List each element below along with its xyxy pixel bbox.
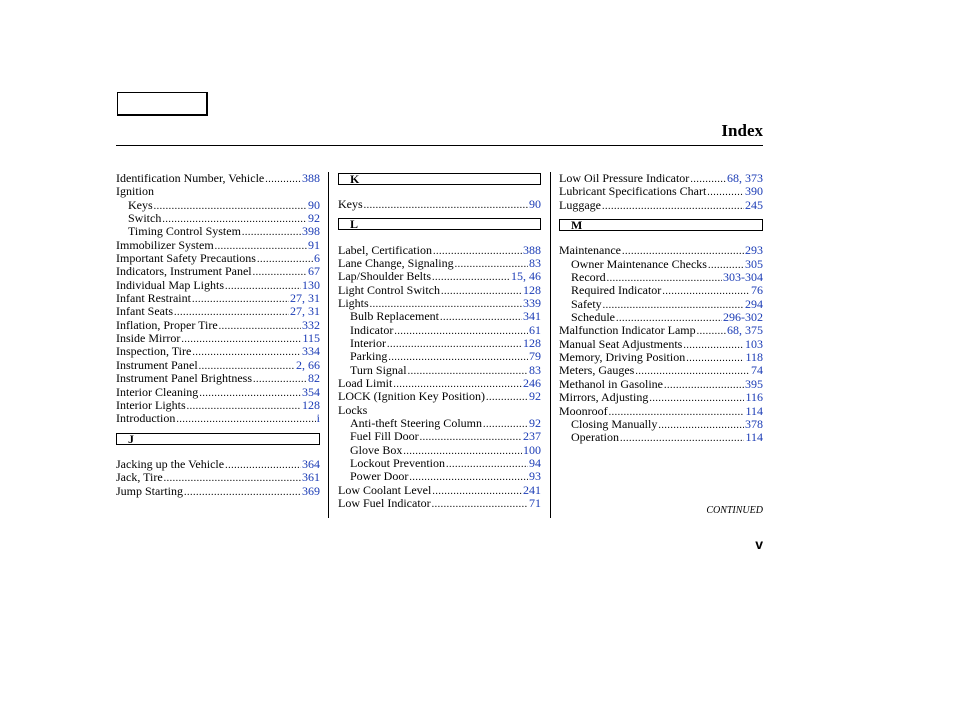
dot-leader	[154, 199, 307, 212]
page-reference-link[interactable]: 91	[308, 238, 320, 252]
dot-leader	[219, 319, 301, 332]
index-entry	[559, 338, 763, 351]
entry-label: Locks	[338, 403, 368, 417]
spacer	[116, 445, 320, 458]
dot-leader	[708, 258, 744, 271]
dot-leader	[686, 351, 744, 364]
page-reference-link[interactable]: 339	[523, 296, 541, 310]
index-entry	[116, 305, 320, 318]
index-entry	[559, 172, 763, 185]
page-number: v	[755, 536, 763, 552]
entry-label: Bulb Replacement	[350, 310, 439, 324]
dot-leader	[174, 305, 289, 318]
index-entry	[338, 257, 541, 270]
entry-label: Glove Box	[350, 443, 403, 457]
entry-label: Record	[571, 271, 606, 285]
dot-leader	[432, 270, 510, 283]
page-reference-link[interactable]: 128	[302, 398, 320, 412]
dot-leader	[388, 350, 528, 363]
dot-leader	[403, 444, 522, 457]
entry-label: Timing Control System	[128, 225, 241, 239]
entry-label: Instrument Panel	[116, 358, 198, 372]
entry-label: Ignition	[116, 185, 154, 199]
index-column-1	[116, 172, 320, 498]
page-reference-link[interactable]: 2, 66	[296, 358, 320, 372]
dot-leader	[394, 324, 528, 337]
spacer	[559, 212, 763, 219]
dot-leader	[393, 377, 522, 390]
entry-label: Lockout Prevention	[350, 457, 445, 471]
page-reference-link[interactable]: 354	[302, 385, 320, 399]
entry-label: Meters, Gauges	[559, 364, 635, 378]
dot-leader	[622, 244, 744, 257]
page-reference-link[interactable]: 90	[529, 197, 541, 211]
entry-label: Label, Certification	[338, 243, 432, 257]
page-reference-link[interactable]: 71	[529, 497, 541, 511]
entry-label: Schedule	[571, 311, 615, 325]
entry-label: Inside Mirror	[116, 332, 181, 346]
entry-label: Indicators, Instrument Panel	[116, 265, 252, 279]
dot-leader	[649, 391, 744, 404]
page-reference-link[interactable]: 361	[302, 471, 320, 485]
page-reference-link[interactable]: 79	[529, 350, 541, 364]
index-entry	[116, 399, 320, 412]
page-reference-link[interactable]: 293	[745, 244, 763, 258]
page-reference-link[interactable]: 61	[529, 323, 541, 337]
index-entry	[116, 252, 320, 265]
page-reference-link[interactable]: 68, 375	[727, 324, 763, 338]
index-subentry	[559, 298, 763, 311]
index-entry	[116, 332, 320, 345]
index-subentry	[559, 311, 763, 324]
entry-label: Infant Restraint	[116, 292, 191, 306]
entry-label: Mirrors, Adjusting	[559, 391, 649, 405]
entry-label: Individual Map Lights	[116, 278, 224, 292]
dot-leader	[697, 324, 726, 337]
column-divider	[328, 172, 329, 518]
index-subentry	[559, 418, 763, 431]
index-entry	[116, 485, 320, 498]
entry-label: Infant Seats	[116, 305, 173, 319]
page-reference-link[interactable]: 128	[523, 283, 541, 297]
entry-label: Instrument Panel Brightness	[116, 372, 252, 386]
page-reference-link[interactable]: 67	[308, 265, 320, 279]
entry-label: Moonroof	[559, 404, 608, 418]
letter-heading: M	[559, 219, 763, 231]
page-reference-link[interactable]: 27, 31	[290, 305, 320, 319]
dot-leader	[603, 298, 744, 311]
entry-label: Methanol in Gasoline	[559, 377, 663, 391]
entry-label: Safety	[571, 297, 602, 311]
dot-leader	[433, 244, 522, 257]
dot-leader	[215, 239, 307, 252]
entry-label: Switch	[128, 212, 162, 226]
page-reference-link[interactable]: 116	[745, 391, 763, 405]
page-reference-link[interactable]: 115	[302, 332, 320, 346]
entry-label: Low Oil Pressure Indicator	[559, 172, 690, 185]
continued-note: CONTINUED	[706, 505, 763, 516]
index-entry	[338, 297, 541, 310]
index-entry	[116, 265, 320, 278]
index-entry	[559, 324, 763, 337]
entry-label: Operation	[571, 431, 619, 445]
index-entry	[338, 270, 541, 283]
page-reference-link[interactable]: 83	[529, 363, 541, 377]
index-subentry	[559, 258, 763, 271]
dot-leader	[164, 471, 301, 484]
page-reference-link[interactable]: 130	[302, 278, 320, 292]
index-entry	[338, 244, 541, 257]
entry-label: Luggage	[559, 198, 601, 212]
entry-label: Light Control Switch	[338, 283, 440, 297]
dot-leader	[441, 284, 522, 297]
page-reference-link[interactable]: 378	[745, 417, 763, 431]
dot-leader	[257, 252, 313, 265]
dot-leader	[242, 225, 301, 238]
dot-leader	[440, 310, 522, 323]
page-reference-link[interactable]: 395	[745, 377, 763, 391]
dot-leader	[265, 172, 301, 185]
index-subentry	[116, 199, 320, 212]
entry-label: LOCK (Ignition Key Position)	[338, 390, 485, 404]
dot-leader	[162, 212, 307, 225]
index-entry	[559, 405, 763, 418]
page-reference-link[interactable]: 388	[302, 172, 320, 185]
spacer	[338, 185, 541, 198]
entry-label: Interior	[350, 336, 386, 350]
index-subentry	[559, 271, 763, 284]
spacer	[559, 231, 763, 244]
entry-label: Low Fuel Indicator	[338, 497, 431, 511]
column-divider	[550, 172, 551, 518]
index-subentry	[338, 457, 541, 470]
entry-label: Parking	[350, 350, 388, 364]
index-entry	[338, 404, 541, 417]
index-entry	[338, 284, 541, 297]
dot-leader	[432, 484, 522, 497]
header-rule	[116, 145, 763, 146]
index-subentry	[559, 431, 763, 444]
entry-label: Immobilizer System	[116, 238, 214, 252]
page-reference-link[interactable]: 76	[751, 284, 763, 298]
entry-label: Manual Seat Adjustments	[559, 337, 683, 351]
entry-label: Malfunction Indicator Lamp	[559, 324, 696, 338]
dot-leader	[486, 390, 528, 403]
entry-label: Indicator	[350, 323, 394, 337]
page-reference-link[interactable]: 364	[302, 457, 320, 471]
entry-label: Introduction	[116, 412, 176, 426]
page-reference-link[interactable]: 305	[745, 257, 763, 271]
entry-label: Lap/Shoulder Belts	[338, 270, 431, 284]
page-reference-link[interactable]: 92	[308, 212, 320, 226]
page-reference-link[interactable]: 68, 373	[727, 172, 763, 185]
page-reference-link[interactable]: 6	[314, 252, 320, 266]
dot-leader	[602, 199, 744, 212]
index-entry	[559, 199, 763, 212]
entry-label: Keys	[338, 197, 363, 211]
index-subentry	[338, 444, 541, 457]
index-entry	[559, 244, 763, 257]
entry-label: Maintenance	[559, 244, 621, 258]
page-reference-link[interactable]: 114	[745, 431, 763, 445]
section-tab-box	[117, 92, 208, 116]
letter-heading: L	[338, 218, 541, 230]
index-entry	[559, 378, 763, 391]
entry-label: Interior Cleaning	[116, 385, 199, 399]
page-reference-link[interactable]: 296-302	[723, 311, 763, 325]
entry-label: Low Coolant Level	[338, 483, 432, 497]
page-reference-link[interactable]: 15, 46	[511, 270, 541, 284]
index-subentry	[338, 310, 541, 323]
page-reference-link[interactable]: 103	[745, 337, 763, 351]
dot-leader	[387, 337, 522, 350]
page-reference-link[interactable]: 114	[745, 404, 763, 418]
page-reference-link[interactable]: 390	[745, 185, 763, 199]
dot-leader	[176, 412, 315, 425]
dot-leader	[225, 279, 301, 292]
page-reference-link[interactable]: 388	[523, 243, 541, 257]
index-subentry	[338, 350, 541, 363]
dot-leader	[181, 332, 301, 345]
entry-label: Required Indicator	[571, 284, 662, 298]
index-subentry	[338, 417, 541, 430]
page-reference-link[interactable]: 90	[308, 198, 320, 212]
page-reference-link[interactable]: 93	[529, 470, 541, 484]
index-subentry	[338, 324, 541, 337]
dot-leader	[664, 378, 744, 391]
index-entry	[116, 471, 320, 484]
dot-leader	[432, 497, 528, 510]
dot-leader	[192, 345, 301, 358]
index-entry	[559, 351, 763, 364]
index-entry	[116, 239, 320, 252]
index-subentry	[338, 470, 541, 483]
page-reference-link[interactable]: 246	[523, 376, 541, 390]
index-entry	[116, 185, 320, 198]
index-entry	[559, 391, 763, 404]
index-entry	[338, 377, 541, 390]
page-reference-link[interactable]: 82	[308, 372, 320, 386]
page-reference-link[interactable]: i	[316, 412, 320, 426]
index-entry	[116, 458, 320, 471]
entry-label: Interior Lights	[116, 398, 186, 412]
index-column-3	[559, 172, 763, 445]
page-reference-link[interactable]: 128	[523, 336, 541, 350]
index-subentry	[338, 337, 541, 350]
index-subentry	[559, 284, 763, 297]
dot-leader	[420, 430, 522, 443]
dot-leader	[446, 457, 528, 470]
dot-leader	[690, 172, 726, 185]
page-reference-link[interactable]: 92	[529, 417, 541, 430]
entry-label: Closing Manually	[571, 417, 658, 431]
index-column-2	[338, 172, 541, 510]
spacer	[338, 211, 541, 218]
page-reference-link[interactable]: 241	[523, 483, 541, 497]
entry-label: Load Limit	[338, 376, 393, 390]
index-entry	[116, 292, 320, 305]
page-reference-link[interactable]: 245	[745, 198, 763, 212]
entry-label: Inspection, Tire	[116, 345, 192, 359]
page-reference-link[interactable]: 332	[302, 318, 320, 332]
entry-label: Jump Starting	[116, 484, 184, 498]
letter-heading: J	[116, 433, 320, 445]
dot-leader	[658, 418, 744, 431]
dot-leader	[683, 338, 744, 351]
dot-leader	[408, 364, 528, 377]
index-entry	[116, 279, 320, 292]
index-entry	[338, 390, 541, 403]
index-entry	[116, 359, 320, 372]
page-reference-link[interactable]: 334	[302, 345, 320, 359]
page-reference-link[interactable]: 94	[529, 457, 541, 471]
index-entry	[116, 319, 320, 332]
page-reference-link[interactable]: 92	[529, 390, 541, 404]
entry-label: Identification Number, Vehicle	[116, 172, 265, 185]
page-reference-link[interactable]: 83	[529, 256, 541, 270]
dot-leader	[707, 185, 744, 198]
dot-leader	[370, 297, 522, 310]
dot-leader	[199, 386, 301, 399]
dot-leader	[253, 372, 307, 385]
index-entry	[116, 386, 320, 399]
index-entry	[116, 172, 320, 185]
index-subentry	[116, 225, 320, 238]
entry-label: Lights	[338, 296, 369, 310]
spacer	[116, 426, 320, 433]
entry-label: Owner Maintenance Checks	[571, 257, 707, 271]
entry-label: Keys	[128, 198, 153, 212]
dot-leader	[455, 257, 528, 270]
index-entry	[116, 372, 320, 385]
dot-leader	[364, 198, 528, 211]
page-title: Index	[721, 121, 763, 140]
entry-label: Lubricant Specifications Chart	[559, 185, 707, 199]
index-entry	[559, 185, 763, 198]
page-reference-link[interactable]: 341	[523, 310, 541, 324]
page-reference-link[interactable]: 369	[302, 484, 320, 498]
dot-leader	[187, 399, 301, 412]
page-reference-link[interactable]: 74	[751, 364, 763, 378]
dot-leader	[607, 271, 722, 284]
page-reference-link[interactable]: 27, 31	[290, 292, 320, 306]
page-reference-link[interactable]: 303-304	[723, 271, 763, 285]
index-entry	[116, 345, 320, 358]
dot-leader	[609, 405, 745, 418]
index-entry	[116, 412, 320, 425]
dot-leader	[253, 265, 307, 278]
dot-leader	[662, 284, 750, 297]
page-reference-link[interactable]: 398	[302, 225, 320, 239]
entry-label: Anti-theft Steering Column	[350, 417, 482, 430]
dot-leader	[616, 311, 722, 324]
entry-label: Lane Change, Signaling	[338, 256, 454, 270]
index-subentry	[116, 212, 320, 225]
dot-leader	[483, 417, 528, 430]
entry-label: Turn Signal	[350, 363, 407, 377]
page-reference-link[interactable]: 294	[745, 297, 763, 311]
dot-leader	[199, 359, 295, 372]
page-reference-link[interactable]: 237	[523, 430, 541, 444]
index-subentry	[338, 364, 541, 377]
dot-leader	[409, 470, 528, 483]
letter-heading: K	[338, 173, 541, 185]
index-entry	[559, 364, 763, 377]
index-subentry	[338, 430, 541, 443]
dot-leader	[192, 292, 289, 305]
spacer	[338, 230, 541, 243]
entry-label: Fuel Fill Door	[350, 430, 419, 444]
entry-label: Jacking up the Vehicle	[116, 457, 225, 471]
dot-leader	[635, 364, 750, 377]
index-entry	[338, 497, 541, 510]
page-reference-link[interactable]: 118	[745, 351, 763, 365]
entry-label: Power Door	[350, 470, 409, 484]
dot-leader	[620, 431, 744, 444]
entry-label: Inflation, Proper Tire	[116, 318, 218, 332]
page-reference-link[interactable]: 100	[523, 443, 541, 457]
dot-leader	[225, 458, 301, 471]
entry-label: Important Safety Precautions	[116, 252, 256, 266]
dot-leader	[184, 485, 301, 498]
entry-label: Memory, Driving Position	[559, 351, 686, 365]
index-entry	[338, 198, 541, 211]
entry-label: Jack, Tire	[116, 471, 163, 485]
index-entry	[338, 484, 541, 497]
